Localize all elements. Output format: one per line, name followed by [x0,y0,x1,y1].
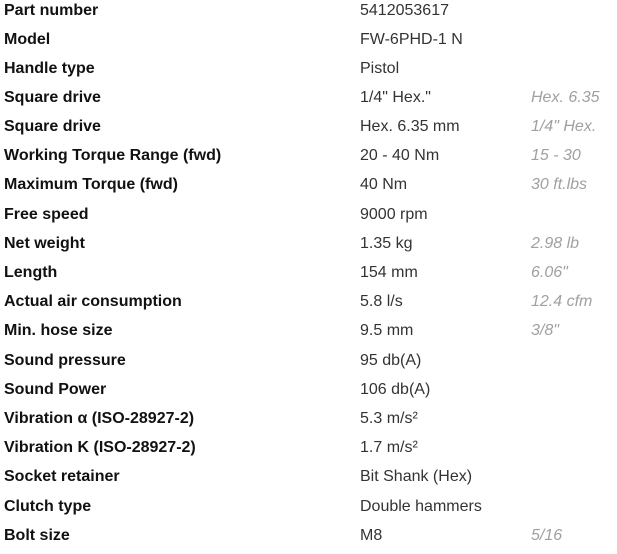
spec-value: 95 db(A) [360,352,422,369]
spec-label: Handle type [4,60,95,77]
spec-value: 5412053617 [360,2,449,19]
spec-row-maximum-torque [0,174,617,203]
spec-value: 1.7 m/s² [360,439,418,456]
spec-row-square-drive-imperial [0,87,617,116]
spec-label: Socket retainer [4,468,120,485]
spec-value: 154 mm [360,264,418,281]
spec-row-square-drive-metric [0,116,617,145]
spec-label: Sound Power [4,381,107,398]
spec-label: Part number [4,2,99,19]
spec-row-vibration-alpha [0,408,617,437]
spec-label: Length [4,264,58,281]
spec-label: Bolt size [4,527,70,544]
spec-label: Working Torque Range (fwd) [4,147,222,164]
spec-alt-value: 30 ft.lbs [531,176,588,193]
spec-label: Model [4,31,51,48]
spec-row-net-weight [0,233,617,262]
spec-row-socket-retainer [0,466,617,495]
spec-row-part-number [0,0,617,29]
spec-value: 9000 rpm [360,206,428,223]
spec-row-model [0,29,617,58]
spec-label: Free speed [4,206,89,223]
spec-alt-value: 5/16 [531,527,563,544]
spec-value: 1/4" Hex." [360,89,431,106]
spec-row-length [0,262,617,291]
spec-label: Square drive [4,89,101,106]
spec-label: Maximum Torque (fwd) [4,176,178,193]
spec-alt-value: 15 - 30 [531,147,581,164]
spec-value: 1.35 kg [360,235,413,252]
spec-value: FW-6PHD-1 N [360,31,463,48]
spec-label: Net weight [4,235,85,252]
spec-value: 5.3 m/s² [360,410,418,427]
spec-label: Vibration K (ISO-28927-2) [4,439,196,456]
spec-alt-value: 2.98 lb [531,235,580,252]
spec-row-clutch-type [0,496,617,525]
spec-row-sound-pressure [0,350,617,379]
spec-row-free-speed [0,204,617,233]
spec-row-hose-size [0,320,617,349]
spec-value: M8 [360,527,383,544]
spec-value: 9.5 mm [360,322,414,339]
spec-alt-value: 6.06" [531,264,568,281]
spec-value: 5.8 l/s [360,293,403,310]
spec-value: 40 Nm [360,176,408,193]
spec-label: Clutch type [4,498,92,515]
spec-value: 106 db(A) [360,381,431,398]
spec-value: Pistol [360,60,400,77]
spec-row-air-consumption [0,291,617,320]
spec-value: Bit Shank (Hex) [360,468,473,485]
spec-alt-value: Hex. 6.35 [531,89,600,106]
spec-value: 20 - 40 Nm [360,147,440,164]
spec-row-bolt-size [0,525,617,554]
spec-row-sound-power [0,379,617,408]
spec-alt-value: 12.4 cfm [531,293,593,310]
spec-label: Actual air consumption [4,293,182,310]
spec-row-handle-type [0,58,617,87]
spec-row-working-torque [0,145,617,174]
spec-label: Square drive [4,118,101,135]
spec-value: Double hammers [360,498,482,515]
spec-label: Vibration α (ISO-28927-2) [4,410,195,427]
spec-alt-value: 1/4" Hex. [531,118,597,135]
spec-row-vibration-k [0,437,617,466]
spec-label: Sound pressure [4,352,126,369]
spec-alt-value: 3/8" [531,322,559,339]
spec-value: Hex. 6.35 mm [360,118,460,135]
spec-label: Min. hose size [4,322,113,339]
